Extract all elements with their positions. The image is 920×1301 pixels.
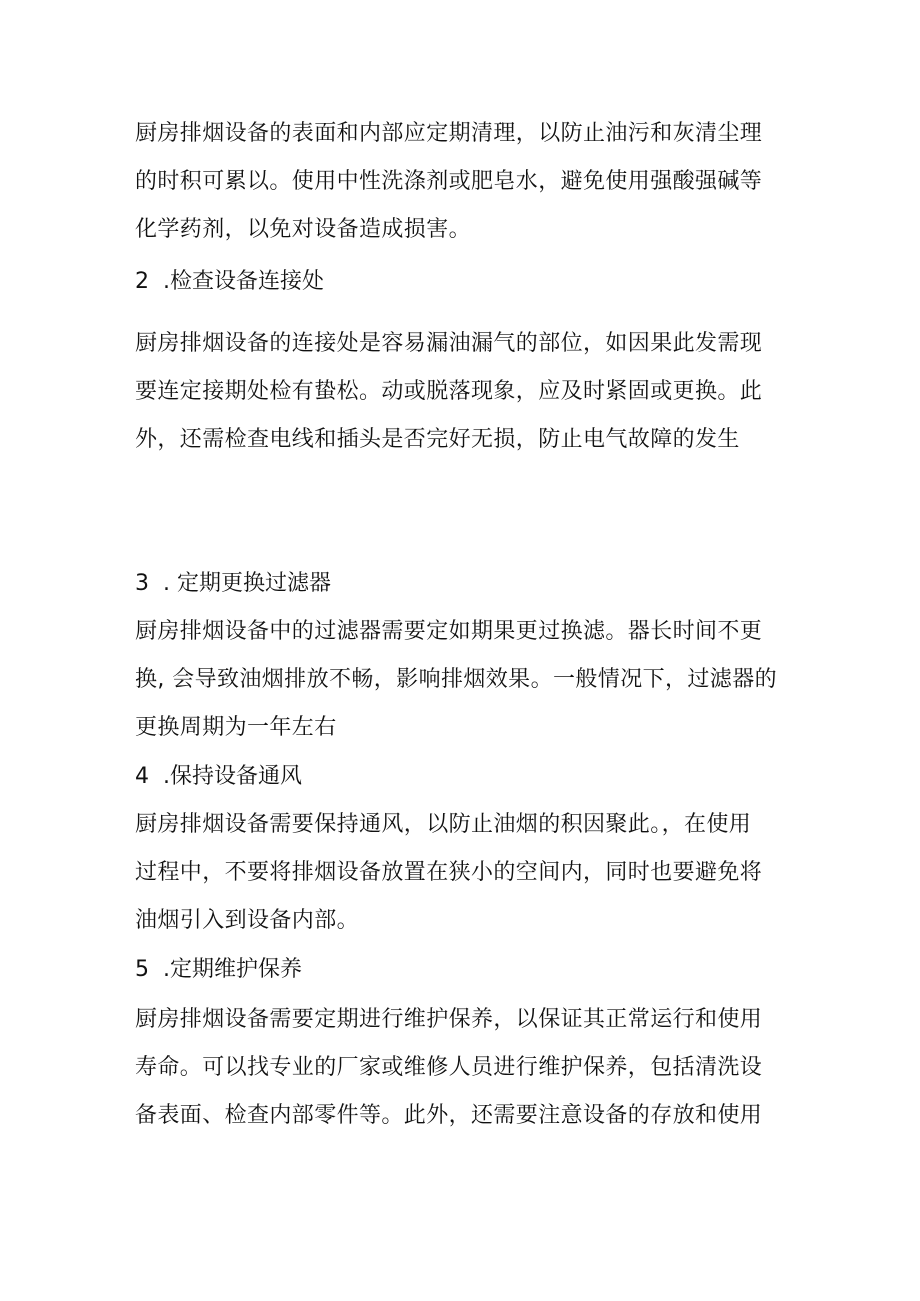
section-3-heading [135,560,800,608]
paragraph-line: 化学药剂，以免对设备造成损害。 [135,217,472,242]
paragraph-line: 厨房排烟设备的连接处是容易漏油漏气的部位，如因果此发需现 [135,331,763,356]
paragraph-line: 油烟引入到设备内部。 [135,908,360,933]
paragraph-line: 备表面、检查内部零件等。此外，还需要注意设备的存放和使用 [135,1103,763,1128]
section-number: 3 [135,571,149,596]
paragraph-line: 要连定接期处检有蛰松。动或脱落现象，应及时紧固或更换。此 [135,379,763,404]
section-title: . 定期更换过滤器 [163,571,331,596]
section-title: .检查设备连接处 [163,269,324,294]
paragraph-line: 换, 会导致油烟排放不畅，影响排烟效果。一般情况下，过滤器的 [135,667,777,692]
section-2-paragraph [135,320,800,464]
paragraph-line: 更换周期为一年左右 [135,715,337,740]
paragraph-line: 厨房排烟设备需要保持通风，以防止油烟的积因聚此。，在使用 [135,812,752,837]
paragraph-line: 厨房排烟设备的表面和内部应定期清理，以防止油污和灰清尘理 [135,121,763,146]
paragraph-line: 外，还需检查电线和插头是否完好无损，防止电气故障的发生 [135,427,740,452]
section-5-paragraph [135,996,800,1140]
paragraph-line: 的时积可累以。使用中性洗涤剂或肥皂水，避免使用强酸强碱等 [135,169,763,194]
section-2-heading [135,258,800,306]
intro-paragraph [135,110,800,254]
section-4-paragraph [135,801,800,945]
section-number: 2 [135,269,149,294]
section-5-heading [135,946,800,994]
paragraph-line: 厨房排烟设备中的过滤器需要定如期果更过换滤。器长时间不更 [135,619,763,644]
paragraph-line: 厨房排烟设备需要定期进行维护保养，以保证其正常运行和使用 [135,1007,763,1032]
section-number: 5 [135,957,149,982]
section-3-paragraph [135,608,800,752]
section-title: .保持设备通风 [163,764,302,789]
paragraph-line: 过程中，不要将排烟设备放置在狭小的空间内，同时也要避免将 [135,860,763,885]
section-title: .定期维护保养 [163,957,302,982]
paragraph-line: 寿命。可以找专业的厂家或维修人员进行维护保养，包括清洗设 [135,1055,763,1080]
section-number: 4 [135,764,149,789]
section-4-heading [135,753,800,801]
